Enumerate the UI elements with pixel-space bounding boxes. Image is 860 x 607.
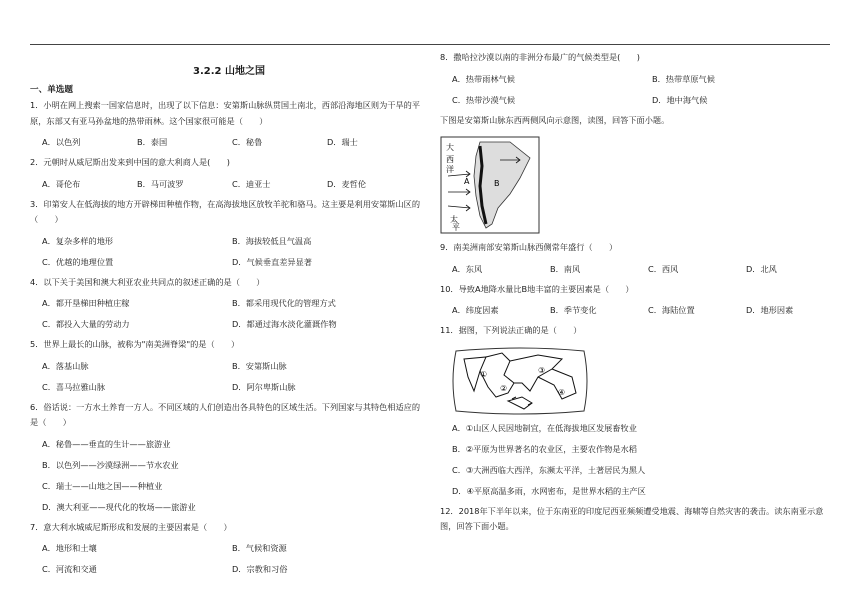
question-stem: 下图是安第斯山脉东西两侧风向示意图，读图，回答下面小题。 (440, 114, 670, 125)
map-label: 西 (446, 155, 454, 164)
answer-option[interactable]: B．②平原为世界著名的农业区，主要农作物是水稻 (452, 443, 637, 454)
answer-option[interactable]: D．气候垂直差异显著 (232, 256, 312, 267)
question-block (440, 323, 832, 339)
question-stem: 2．元朝时从威尼斯出发来到中国的意大利商人是( ) (30, 157, 230, 167)
answer-option[interactable]: D．都通过海水淡化灌溉作物 (232, 319, 337, 329)
answer-options (30, 439, 428, 512)
andes-wind-map (440, 136, 540, 234)
question-block (440, 423, 832, 496)
answer-option[interactable]: C．秘鲁 (232, 137, 263, 147)
answer-options (440, 74, 832, 105)
answer-option[interactable]: A．纬度因素 (452, 305, 499, 315)
question-stem: 9．南美洲南部安第斯山脉西侧常年盛行（ ） (440, 242, 618, 252)
question-stem: 3．印第安人在低海拔的地方开辟梯田种植作物，在高海拔地区放牧羊驼和骆马。这主要是利用安第斯山区的（ ） (30, 198, 421, 224)
question-stem: 7．意大利水城威尼斯形成和发展的主要因素是（ ） (30, 521, 232, 532)
answer-option[interactable]: A．热带雨林气候 (452, 73, 515, 84)
answer-option[interactable]: B．南风 (550, 263, 581, 274)
question-stem: 5．世界上最长的山脉，被称为"南美洲脊梁"的是（ ） (30, 339, 240, 349)
answer-option[interactable]: D．瑞士 (327, 137, 358, 147)
answer-option[interactable]: B．都采用现代化的管理方式 (232, 298, 336, 308)
answer-option[interactable]: B．马可波罗 (137, 178, 184, 189)
document-title: 3.2.2 山地之国 (193, 66, 265, 77)
world-sketch-map (452, 347, 588, 415)
answer-option[interactable]: D．地中海气候 (652, 94, 708, 105)
question-block (30, 155, 428, 189)
answer-options (30, 137, 428, 147)
question-block (30, 337, 428, 392)
answer-options (30, 361, 428, 392)
right-column (440, 50, 832, 543)
answer-option[interactable]: D．澳大利亚——现代化的牧场——旅游业 (42, 501, 196, 512)
answer-option[interactable]: C．③大洲西临大西洋，东濒太平洋，土著居民为黑人 (452, 464, 646, 475)
map-label: B (494, 179, 500, 188)
answer-option[interactable]: C．优越的地理位置 (42, 256, 114, 267)
answer-options (440, 264, 832, 274)
question-block (30, 520, 428, 575)
section-heading: 一、单选题 (30, 85, 73, 95)
question-block (440, 240, 832, 274)
left-column (30, 50, 428, 582)
answer-options (440, 423, 832, 496)
answer-option[interactable]: C．迪亚士 (232, 178, 271, 189)
right-question-list (440, 50, 832, 535)
answer-option[interactable]: A．复杂多样的地形 (42, 235, 114, 246)
question-stem: 6．俗话说：一方水土养育一方人。不同区域的人们创造出各具特色的区域生活。下列国家与其特色相适应的是（ ） (30, 401, 421, 427)
map-label: ① (480, 369, 488, 379)
answer-option[interactable]: B．气候和资源 (232, 543, 287, 553)
answer-option[interactable]: A．落基山脉 (42, 360, 89, 371)
question-stem: 11．据图，下列说法正确的是（ ） (440, 325, 582, 335)
question-stem: 10．导致A地降水量比B地丰富的主要因素是（ ） (440, 283, 634, 294)
question-block (440, 50, 832, 105)
answer-option[interactable]: D．宗教和习俗 (232, 564, 288, 574)
question-stem: 1．小明在网上搜索一国家信息时，出现了以下信息：安第斯山脉纵贯国土南北，西部沿海地区则为干旱的平原，东部又有亚马孙盆地的热带雨林。这个国家很可能是（ ） (30, 100, 421, 126)
question-block (30, 98, 428, 147)
top-rule (30, 44, 830, 45)
map-label: ② (500, 383, 508, 393)
question-block (440, 113, 832, 129)
answer-option[interactable]: C．海陆位置 (648, 305, 695, 315)
question-block (30, 197, 428, 267)
answer-option[interactable]: A．地形和土壤 (42, 543, 97, 553)
answer-option[interactable]: B．季节变化 (550, 305, 597, 315)
answer-option[interactable]: A．①山区人民因地制宜，在低海拔地区发展畜牧业 (452, 422, 637, 433)
answer-option[interactable]: C．都投入大量的劳动力 (42, 319, 130, 329)
answer-options (30, 298, 428, 329)
answer-option[interactable]: B．安第斯山脉 (232, 360, 287, 371)
answer-option[interactable]: C．河流和交通 (42, 564, 97, 574)
map-label: 平 (452, 223, 460, 232)
answer-option[interactable]: D．④平原高温多雨，水网密布，是世界水稻的主产区 (452, 485, 646, 496)
answer-options (440, 305, 832, 315)
answer-option[interactable]: C．西风 (648, 263, 679, 274)
question-block (30, 400, 428, 512)
answer-option[interactable]: B．以色列——沙漠绿洲——节水农业 (42, 459, 179, 470)
question-stem: 8．撒哈拉沙漠以南的非洲分布最广的气候类型是( ) (440, 52, 640, 62)
answer-option[interactable]: A．东风 (452, 263, 483, 274)
answer-option[interactable]: D．麦哲伦 (327, 178, 367, 189)
answer-option[interactable]: B．海拔较低且气温高 (232, 235, 312, 246)
answer-option[interactable]: C．瑞士——山地之国——种植业 (42, 480, 163, 491)
answer-options (30, 179, 428, 189)
answer-option[interactable]: D．地形因素 (746, 305, 794, 315)
answer-option[interactable]: D．阿尔卑斯山脉 (232, 381, 296, 392)
map-label: 太 (450, 215, 458, 224)
answer-option[interactable]: A．秘鲁——垂直的生计——旅游业 (42, 438, 171, 449)
question-block (30, 275, 428, 330)
answer-option[interactable]: B．泰国 (137, 137, 168, 147)
answer-option[interactable]: C．喜马拉雅山脉 (42, 381, 106, 392)
answer-options (30, 543, 428, 574)
answer-option[interactable]: C．热带沙漠气候 (452, 94, 516, 105)
map-label: 大 (446, 143, 454, 152)
answer-option[interactable]: B．热带草原气候 (652, 73, 715, 84)
answer-option[interactable]: A．都开垦梯田种植庄稼 (42, 298, 130, 308)
map-label: 洋 (446, 165, 454, 174)
question-stem: 12．2018年下半年以来，位于东南亚的印度尼西亚频频遭受地震、海啸等自然灾害的袭击。读东南亚示意图，回答下面小题。 (440, 505, 824, 531)
answer-option[interactable]: A．以色列 (42, 137, 81, 147)
answer-options (30, 236, 428, 267)
map-label: ③ (538, 365, 546, 375)
answer-option[interactable]: D．北风 (746, 263, 777, 274)
map-label: A (464, 177, 470, 186)
question-stem: 4．以下关于美国和澳大利亚农业共同点的叙述正确的是（ ） (30, 276, 265, 287)
answer-option[interactable]: A．哥伦布 (42, 178, 81, 189)
question-block (440, 504, 832, 535)
left-question-list (30, 98, 428, 574)
map-label: ④ (558, 387, 566, 397)
question-block (440, 282, 832, 316)
